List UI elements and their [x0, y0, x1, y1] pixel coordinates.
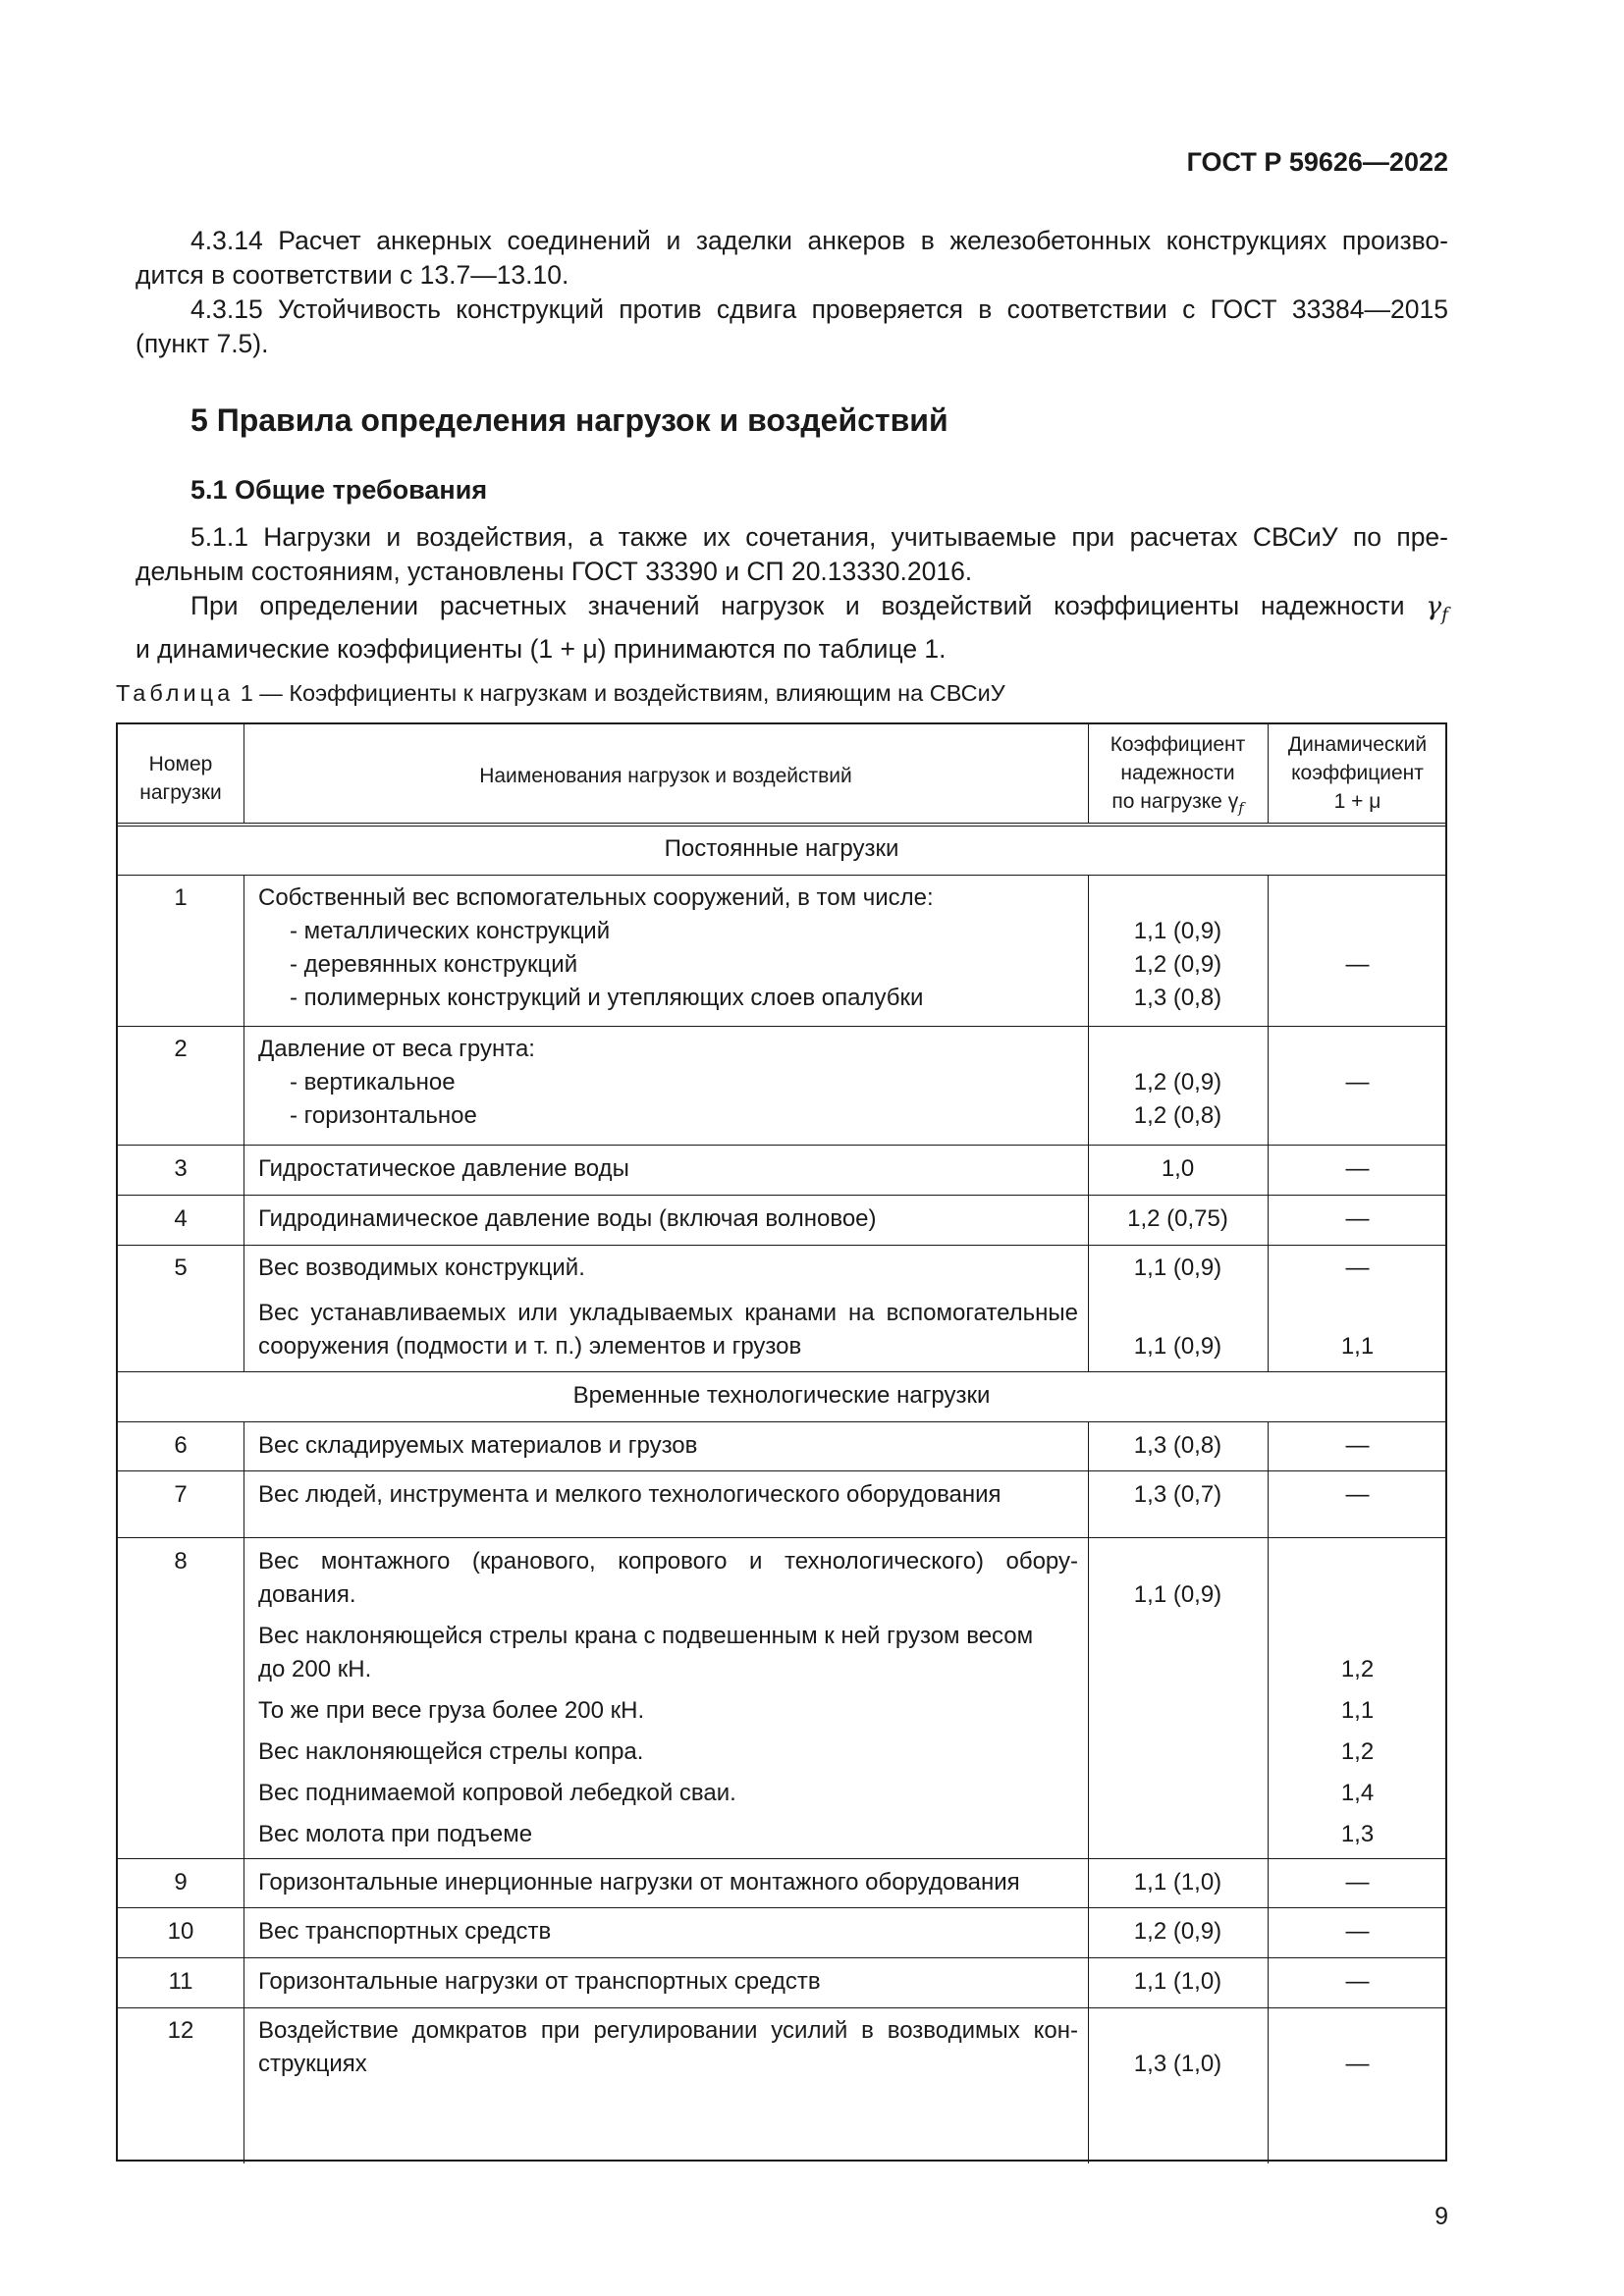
- row-dynamic: —: [1345, 1155, 1370, 1182]
- row-coefficient: 1,1 (0,9) 1,2 (0,9) 1,3 (0,8): [1133, 918, 1222, 1011]
- row-number: 10: [167, 1918, 194, 1945]
- header-dynamic: Динамический коэффициент 1 + μ: [1287, 733, 1428, 813]
- row-description: Вес транспортных средств: [258, 1918, 552, 1945]
- paragraph-line: и динамические коэффициенты (1 + μ) принимаются по таблице 1.: [135, 634, 947, 665]
- paragraph-line: 4.3.15 Устойчивость конструкций против сдвига проверяется в соответствии с ГОСТ 33384—2015: [190, 294, 1448, 324]
- row-number: 6: [174, 1432, 188, 1459]
- row-dynamic: —: [1345, 2051, 1370, 2077]
- row-description: Вес людей, инструмента и мелкого технологического оборудования: [258, 1481, 1001, 1508]
- subsection-title: 5.1 Общие требования: [190, 475, 488, 505]
- row-number: 11: [168, 1968, 193, 1995]
- row-coefficient: 1,1 (0,9): [1133, 1255, 1222, 1281]
- section-permanent-loads: Постоянные нагрузки: [664, 835, 899, 862]
- row-coefficient: 1,3 (1,0): [1133, 2051, 1222, 2077]
- row-coefficient: 1,1 (0,9): [1133, 1333, 1222, 1360]
- row-coefficient: 1,0: [1161, 1155, 1195, 1182]
- paragraph-line: дится в соответствии с 13.7—13.10.: [135, 260, 569, 290]
- row-description: Воздействие домкратов при регулировании усилий в возводимых кон- струкциях: [258, 2017, 1078, 2077]
- document-id: ГОСТ Р 59626—2022: [1186, 147, 1448, 177]
- paragraph-4-3-15: [135, 293, 1448, 361]
- row-number: 4: [174, 1205, 188, 1232]
- row-coefficient: 1,1 (0,9): [1133, 1581, 1222, 1608]
- paragraph-4-3-14: [135, 224, 1448, 293]
- row-dynamic: 1,2 1,1 1,2 1,4 1,3: [1340, 1656, 1375, 1847]
- paragraph-line: 5.1.1 Нагрузки и воздействия, а также их сочетания, учитываемые при расчетах СВСиУ по пре-: [190, 522, 1448, 552]
- section-title: 5 Правила определения нагрузок и воздействий: [190, 402, 948, 438]
- row-dynamic: —: [1345, 1432, 1370, 1459]
- row-description: Вес складируемых материалов и грузов: [258, 1432, 698, 1459]
- row-number: 12: [167, 2017, 194, 2044]
- paragraph-line: 4.3.14 Расчет анкерных соединений и заделки анкеров в железобетонных конструкциях произво-: [190, 226, 1448, 255]
- row-dynamic: —: [1345, 1918, 1370, 1945]
- row-number: 3: [174, 1155, 188, 1182]
- row-coefficient: 1,1 (1,0): [1133, 1869, 1222, 1896]
- table-caption: Таблица 1 — Коэффициенты к нагрузкам и воздействиям, влияющим на СВСиУ: [116, 680, 1005, 706]
- row-coefficient: 1,2 (0,9) 1,2 (0,8): [1133, 1069, 1222, 1129]
- paragraph-line: (пункт 7.5).: [135, 329, 269, 358]
- paragraph-line: дельным состояниям, установлены ГОСТ 33390 и СП 20.13330.2016.: [135, 557, 973, 586]
- paragraph-coefficients: [135, 589, 1448, 667]
- row-dynamic: —: [1345, 1481, 1370, 1508]
- row-coefficient: 1,1 (1,0): [1133, 1968, 1222, 1995]
- row-number: 1: [174, 884, 188, 911]
- row-description: Собственный вес вспомогательных сооружений, в том числе: - металлических конструкций - деревянных конструкций - полимерных конструкций и утепляющих слоев опалубки: [258, 884, 934, 1011]
- row-number: 5: [174, 1255, 188, 1281]
- row-dynamic: —: [1345, 951, 1370, 978]
- header-num: Номер нагрузки: [139, 753, 222, 804]
- row-dynamic: 1,1: [1340, 1333, 1375, 1360]
- row-dynamic: —: [1345, 1255, 1370, 1281]
- row-description: Горизонтальные нагрузки от транспортных средств: [258, 1968, 821, 1995]
- row-dynamic: —: [1345, 1869, 1370, 1896]
- row-description: Гидродинамическое давление воды (включая волновое): [258, 1205, 877, 1232]
- row-number: 2: [174, 1036, 188, 1062]
- row-description: Вес возводимых конструкций. Вес устанавливаемых или укладываемых кранами на вспомогательные сооружения (подмости и т. п.) элементов и грузов: [258, 1255, 1078, 1360]
- paragraph-line: При определении расчетных значений нагрузок и воздействий коэффициенты надежности $\gamma_f$: [190, 591, 1448, 626]
- row-description: Вес монтажного (кранового, копрового и технологического) обору- дования. Вес наклоняющейся стрелы крана с подвешенным к ней грузом весом до 200 кН. То же при весе груза более 200 кН. Вес наклоняющейся стрелы копра. Вес поднимаемой копровой лебедкой сваи. Вес молота при подъеме: [258, 1548, 1078, 1847]
- loads-table: [116, 722, 1447, 2162]
- row-description: Горизонтальные инерционные нагрузки от монтажного оборудования: [258, 1869, 1020, 1896]
- page-number: 9: [1435, 2203, 1448, 2230]
- paragraph-5-1-1: [135, 520, 1448, 589]
- row-coefficient: 1,2 (0,75): [1127, 1205, 1228, 1232]
- row-dynamic: —: [1345, 1968, 1370, 1995]
- row-dynamic: —: [1345, 1069, 1370, 1095]
- row-number: 9: [174, 1869, 188, 1896]
- row-number: 8: [174, 1548, 188, 1575]
- header-name: Наименования нагрузок и воздействий: [479, 765, 852, 787]
- row-coefficient: 1,3 (0,7): [1133, 1481, 1222, 1508]
- row-description: Гидростатическое давление воды: [258, 1155, 629, 1182]
- section-temporary-loads: Временные технологические нагрузки: [572, 1382, 991, 1409]
- row-description: Давление от веса грунта: - вертикальное - горизонтальное: [258, 1036, 535, 1129]
- row-coefficient: 1,3 (0,8): [1133, 1432, 1222, 1459]
- row-coefficient: 1,2 (0,9): [1133, 1918, 1222, 1945]
- row-dynamic: —: [1345, 1205, 1370, 1232]
- row-number: 7: [174, 1481, 188, 1508]
- header-coef: Коэффициент надежности по нагрузке $\gamma_f$: [1110, 733, 1246, 818]
